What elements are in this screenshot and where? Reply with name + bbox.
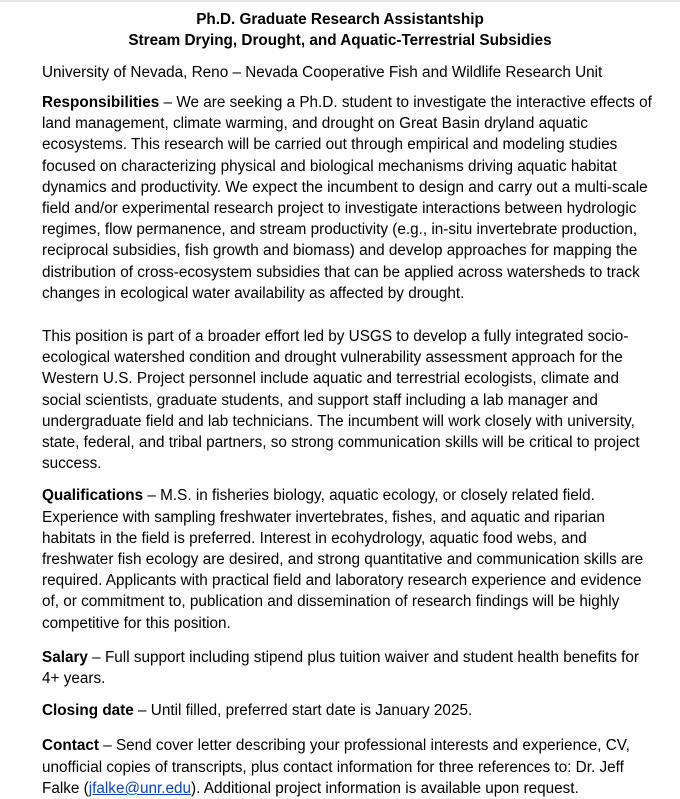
title-line-1: Ph.D. Graduate Research Assistantship xyxy=(196,11,484,28)
qualifications-text: – M.S. in fisheries biology, aquatic ecology, or closely related field. Experience with sampling freshwater invertebrates, fishes, and aquatic and riparian habitats in the field is preferred. Interest in ecohydrology, aquatic food webs, and freshwater fish ecology are desired, and strong quantitative and communication skills are required. Applicants with practical field and laboratory research experience and evidence of, or commitment to, publication and dissemination of research findings will be highly competitive for this position. xyxy=(42,487,644,632)
qualifications-label: Qualifications xyxy=(42,487,144,505)
qualifications-paragraph xyxy=(42,485,652,633)
salary-paragraph xyxy=(42,647,652,689)
broader-effort-paragraph: This position is part of a broader effort led by USGS to develop a fully integrated socio-ecological watershed condition and drought vulnerability assessment approach for the Western U.S. Project personnel include aquatic and terrestrial ecologists, climate and social scientists, graduate students, and support staff including a lab manager and undergraduate field and lab technicians. The incumbent will work closely with university, state, federal, and tribal partners, so strong communication skills will be critical to project success. xyxy=(42,328,640,473)
responsibilities-label: Responsibilities xyxy=(42,94,160,111)
contact-email-link[interactable]: jfalke@unr.edu xyxy=(88,779,192,797)
title-block xyxy=(28,9,652,51)
responsibilities-text: – We are seeking a Ph.D. student to investigate the interactive effects of land management, climate warming, and drought on Great Basin dryland aquatic ecosystems. This research will be carried out through empirical and modeling studies focused on characterizing physical and biological mechanisms driving aquatic habitat dynamics and productivity. We expect the incumbent to design and carry out a multi-scale field and/or experimental research project to investigate interactions between hydrologic regimes, flow permanence, and stream productivity (e.g., in-situ invertebrate production, reciprocal subsidies, fish growth and biomass) and develop approaches for mapping the distribution of cross-ecosystem subsidies that can be applied across watersheds to track changes in ecological water availability as affected by drought. xyxy=(42,94,652,302)
contact-label: Contact xyxy=(42,737,99,755)
affiliation: University of Nevada, Reno – Nevada Cooperative Fish and Wildlife Research Unit xyxy=(42,64,603,81)
responsibilities-paragraph xyxy=(42,92,652,304)
closing-date-text: – Until filled, preferred start date is January 2025. xyxy=(133,702,473,720)
title-line-2: Stream Drying, Drought, and Aquatic-Terrestrial Subsidies xyxy=(128,32,552,49)
contact-paragraph xyxy=(42,735,652,799)
closing-date-label: Closing date xyxy=(42,702,134,720)
salary-text: – Full support including stipend plus tuition waiver and student health benefits for 4+ years. xyxy=(42,648,639,688)
closing-date-paragraph xyxy=(42,700,652,721)
top-divider xyxy=(0,0,680,2)
contact-text-before: – Send cover letter describing your professional interests and experience, CV, unofficial copies of transcripts, plus contact information for three references to: Dr. Jeff Falke ( xyxy=(42,737,630,797)
contact-text-after: ). Additional project information is available upon request. xyxy=(191,779,579,797)
salary-label: Salary xyxy=(42,648,88,666)
